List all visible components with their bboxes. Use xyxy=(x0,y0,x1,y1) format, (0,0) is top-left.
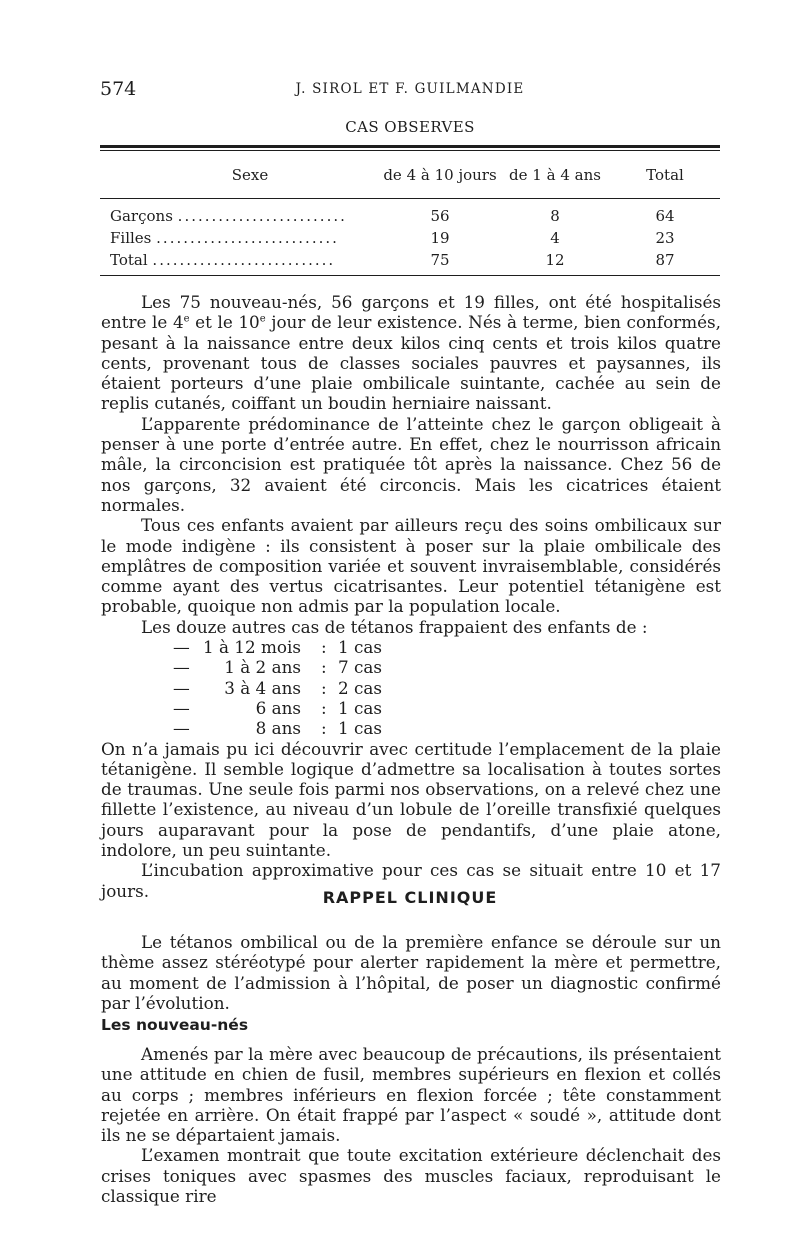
paragraph: Les douze autres cas de tétanos frappaient des enfants de : xyxy=(141,616,648,637)
cell-value: 23 xyxy=(655,229,675,247)
table-header-row xyxy=(100,166,720,188)
running-head: J. SIROL ET F. GUILMANDIE xyxy=(295,81,525,97)
cell-value: 56 xyxy=(430,207,450,225)
paragraph: Tous ces enfants avaient par ailleurs reçu des soins ombilicaux sur le mode indigène : ils consistent à poser sur la plaie ombilicale des emplâtres de composition variée et souvent invraisemblable, considérés comme ayant des vertus cicatrisantes. Leur potentiel tétanigène est probable, quoique non admis par la population locale. xyxy=(101,515,721,617)
column-header-4-10-jours: de 4 à 10 jours xyxy=(383,166,497,184)
page-header xyxy=(100,78,720,104)
table-top-rule-inner xyxy=(100,150,720,151)
body-text xyxy=(101,292,721,901)
column-header-sexe: Sexe xyxy=(231,166,269,184)
column-header-total: Total xyxy=(646,166,684,184)
row-label: Total ........................... xyxy=(110,251,336,269)
list-item: — 3 à 4 ans : 2 cas xyxy=(173,677,383,698)
age-list xyxy=(101,637,721,738)
paragraph: L’incubation approximative pour ces cas se situait entre 10 et 17 jours. xyxy=(101,860,721,901)
page-number: 574 xyxy=(100,78,137,100)
cell-value: 8 xyxy=(550,207,560,225)
cell-value: 4 xyxy=(550,229,560,247)
row-label: Filles ........................... xyxy=(110,229,339,247)
paragraph: L’apparente prédominance de l’atteinte chez le garçon obligeait à penser à une porte d’entrée autre. En effet, chez le nourrisson africain mâle, la circoncision est pratiquée tôt après la naissance. Chez 56 de nos garçons, 32 avaient été circoncis. Mais les cicatrices étaient normales. xyxy=(101,413,721,515)
list-item: — 6 ans : 1 cas xyxy=(173,697,383,718)
table-title: CAS OBSERVES xyxy=(345,118,475,136)
cell-value: 64 xyxy=(655,207,675,225)
table-row xyxy=(100,207,720,229)
leader-dots: ........................... xyxy=(152,251,336,269)
cell-value: 75 xyxy=(430,251,450,269)
row-label: Garçons ......................... xyxy=(110,207,347,225)
list-item: — 1 à 2 ans : 7 cas xyxy=(173,657,383,678)
paragraph: L’examen montrait que toute excitation extérieure déclenchait des crises toniques avec spasmes des muscles faciaux, reproduisant le classique rire xyxy=(101,1145,721,1207)
column-header-1-4-ans: de 1 à 4 ans xyxy=(509,166,601,184)
cell-value: 19 xyxy=(430,229,450,247)
paragraph: On n’a jamais pu ici découvrir avec certitude l’emplacement de la plaie tétanigène. Il semble logique d’admettre sa localisation à toutes sortes de traumas. Une seule fois parmi nos observations, on a relevé chez une fillette l’existence, au niveau d’un lobule de l’oreille transfixié quelques jours auparavant pour la pose de pendantifs, d’une plaie atone, indolore, un peu suintante. xyxy=(101,738,721,861)
table-row xyxy=(100,251,720,273)
leader-dots: ......................... xyxy=(177,207,347,225)
cell-value: 12 xyxy=(545,251,565,269)
list-item: — 8 ans : 1 cas xyxy=(173,718,383,739)
section-intro-text xyxy=(101,932,721,1013)
sub-heading: Les nouveau-nés xyxy=(101,1016,249,1034)
leader-dots: ........................... xyxy=(156,229,339,247)
table-bottom-rule xyxy=(100,275,720,276)
section-body-text xyxy=(101,1044,721,1206)
table-top-rule xyxy=(100,145,720,148)
paragraph: Le tétanos ombilical ou de la première enfance se déroule sur un thème assez stéréotypé pour alerter rapidement la mère et permettre, au moment de l’admission à l’hôpital, de poser un diagnostic confirmé par l’évolution. xyxy=(101,932,721,1013)
table-row xyxy=(100,229,720,251)
list-item: — 1 à 12 mois : 1 cas xyxy=(173,637,383,658)
paragraph: Amenés par la mère avec beaucoup de précautions, ils présentaient une attitude en chien de fusil, membres supérieurs en flexion et collés au corps ; membres inférieurs en flexion forcée ; tête constamment rejetée en arrière. On était frappé par l’aspect « soudé », attitude dont ils ne se départaient jamais. xyxy=(101,1044,721,1146)
section-heading: RAPPEL CLINIQUE xyxy=(322,888,498,907)
cell-value: 87 xyxy=(655,251,675,269)
table-header-rule xyxy=(100,198,720,199)
paragraph: Les 75 nouveau-nés, 56 garçons et 19 filles, ont été hospitalisés entre le 4e et le 10e jour de leur existence. Nés à terme, bien conformés, pesant à la naissance entre deux kilos cinq cents et trois kilos quatre cents, provenant tous de classes sociales pauvres et paysannes, ils étaient porteurs d’une plaie ombilicale suintante, cachée au sein de replis cutanés, coiffant un boudin herniaire naissant. xyxy=(101,292,721,414)
